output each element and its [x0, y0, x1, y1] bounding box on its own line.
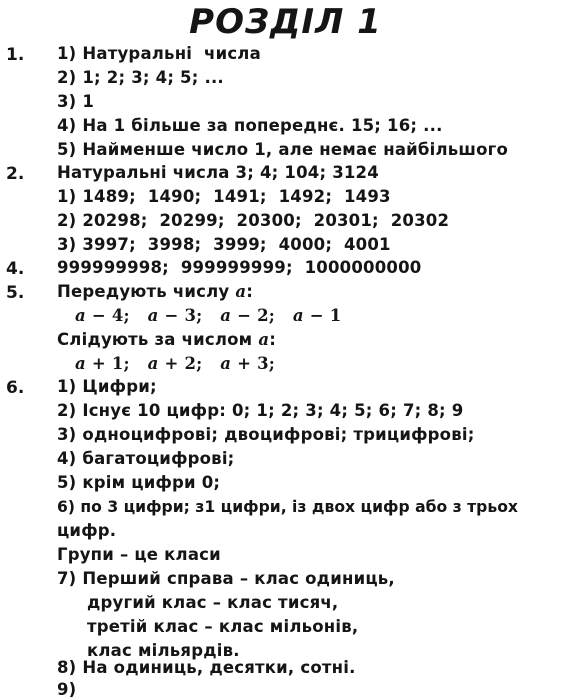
answer-line: Передують числу a:: [57, 282, 254, 301]
answer-line: другий клас – клас тисяч,: [87, 593, 339, 612]
answer-line: 8) На одиниць, десятки, сотні.: [57, 658, 356, 677]
chapter-title: РОЗДІЛ 1: [189, 2, 382, 42]
section-number-6: 6.: [6, 378, 25, 398]
answer-line: 2) 1; 2; 3; 4; 5; ...: [57, 68, 224, 87]
answer-line: 1) 1489; 1490; 1491; 1492; 1493: [57, 187, 391, 206]
section-number-2: 2.: [6, 164, 25, 184]
answer-line: Слідують за числом a:: [57, 330, 277, 349]
answer-line: 6) по 3 цифри; з1 цифри, із двох цифр або з трьох: [57, 498, 518, 516]
answer-line: 2) 20298; 20299; 20300; 20301; 20302: [57, 211, 450, 230]
answer-line: 1) Цифри;: [57, 377, 157, 396]
answer-line: 7) Перший справа – клас одиниць,: [57, 569, 395, 588]
answer-line: 1) Натуральні числа: [57, 44, 261, 63]
section-number-1: 1.: [6, 45, 25, 65]
answer-line: 999999998; 999999999; 1000000000: [57, 258, 422, 277]
answer-line: Групи – це класи: [57, 545, 221, 564]
answer-line: 2) Існує 10 цифр: 0; 1; 2; 3; 4; 5; 6; 7; 8; 9: [57, 401, 464, 420]
answer-line: 5) Найменше число 1, але немає найбільшого: [57, 140, 509, 159]
answer-line: цифр.: [57, 521, 117, 540]
answer-line: 3) одноцифрові; двоцифрові; трицифрові;: [57, 425, 475, 444]
section-number-4: 4.: [6, 259, 25, 279]
answer-line: a − 4; a − 3; a − 2; a − 1: [75, 306, 342, 325]
answer-line: 4) багатоцифрові;: [57, 449, 235, 468]
answer-line: 3) 3997; 3998; 3999; 4000; 4001: [57, 235, 391, 254]
answer-line: клас мільярдів.: [87, 641, 240, 660]
answer-line: третій клас – клас мільонів,: [87, 617, 359, 636]
answer-line: 9): [57, 680, 77, 699]
answer-line: 5) крім цифри 0;: [57, 473, 221, 492]
answer-line: a + 1; a + 2; a + 3;: [75, 354, 276, 373]
answer-line: 3) 1: [57, 92, 95, 111]
section-number-5: 5.: [6, 283, 25, 303]
answer-line: 4) На 1 більше за попереднє. 15; 16; ...: [57, 116, 443, 135]
answer-line: Натуральні числа 3; 4; 104; 3124: [57, 163, 379, 182]
